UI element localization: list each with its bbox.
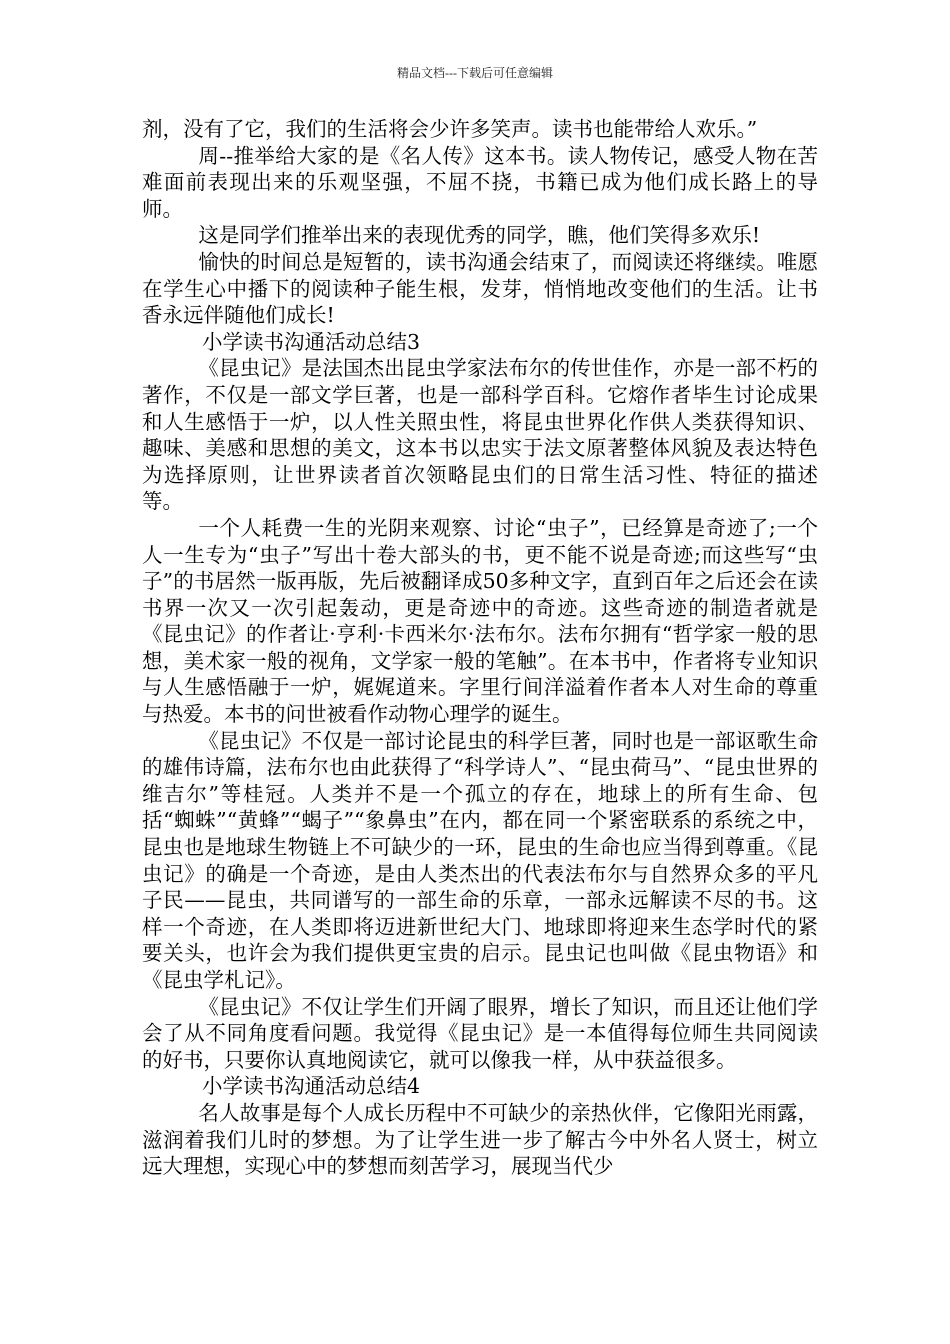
paragraph: 这是同学们推举出来的表现优秀的同学，瞧，他们笑得多欢乐! bbox=[198, 223, 761, 248]
paragraph: 《昆虫记》是法国杰出昆虫学家法布尔的传世佳作，亦是一部不朽的著作，不仅是一部文学巨著，也是一部科学百科。它熔作者毕生讨论成果和人生感悟于一炉，以人性关照虫性，将昆虫世界化作供人类获得知识、趣味、美感和思想的美文，这本书以忠实于法文原著整体风貌及表达特色为选择原则，让世界读者首次领略昆虫们的日常生活习性、特征的描述等。 bbox=[142, 356, 818, 514]
document-body bbox=[142, 116, 818, 1180]
paragraph: 《昆虫记》不仅是一部讨论昆虫的科学巨著，同时也是一部讴歌生命的雄伟诗篇，法布尔也由此获得了“科学诗人”、“昆虫荷马”、“昆虫世界的维吉尔”等桂冠。人类并不是一个孤立的存在，地球上的所有生命、包括“蜘蛛”“黄蜂”“蝎子”“象鼻虫”在内，都在同一个紧密联系的系统之中，昆虫也是地球生物链上不可缺少的一环，昆虫的生命也应当得到尊重。《昆虫记》的确是一个奇迹，是由人类杰出的代表法布尔与自然界众多的平凡子民——昆虫，共同谱写的一部生命的乐章，一部永远解读不尽的书。这样一个奇迹，在人类即将迈进新世纪大门、地球即将迎来生态学时代的紧要关头，也许会为我们提供更宝贵的启示。昆虫记也叫做《昆虫物语》和《昆虫学札记》。 bbox=[142, 728, 818, 992]
paragraph: 一个人耗费一生的光阴来观察、讨论“虫子”，已经算是奇迹了;一个人一生专为“虫子”写出十卷大部头的书，更不能不说是奇迹;而这些写“虫子”的书居然一版再版，先后被翻译成50多种文字，直到百年之后还会在读书界一次又一次引起轰动，更是奇迹中的奇迹。这些奇迹的制造者就是《昆虫记》的作者让·亨利·卡西米尔·法布尔。法布尔拥有“哲学家一般的思想，美术家一般的视角，文学家一般的笔触”。在本书中，作者将专业知识与人生感悟融于一炉，娓娓道来。字里行间洋溢着作者本人对生命的尊重与热爱。本书的问世被看作动物心理学的诞生。 bbox=[142, 515, 818, 727]
page-header: 精品文档---下载后可任意编辑 bbox=[397, 66, 553, 80]
section-heading-4: 小学读书沟通活动总结4 bbox=[202, 1074, 421, 1099]
paragraph: 周--推举给大家的是《名人传》这本书。读人物传记，感受人物在苦难面前表现出来的乐观坚强，不屈不挠，书籍已成为他们成长路上的导师。 bbox=[142, 143, 818, 221]
paragraph: 名人故事是每个人成长历程中不可缺少的亲热伙伴，它像阳光雨露，滋润着我们儿时的梦想。为了让学生进一步了解古今中外名人贤士，树立远大理想，实现心中的梦想而刻苦学习，展现当代少 bbox=[142, 1100, 818, 1179]
section-heading-3: 小学读书沟通活动总结3 bbox=[202, 329, 421, 354]
paragraph: 《昆虫记》不仅让学生们开阔了眼界，增长了知识，而且还让他们学会了从不同角度看问题。我觉得《昆虫记》是一本值得每位师生共同阅读的好书，只要你认真地阅读它，就可以像我一样，从中获益很多。 bbox=[142, 994, 818, 1072]
paragraph-continuation: 剂，没有了它，我们的生活将会少许多笑声。读书也能带给人欢乐。” bbox=[142, 117, 758, 141]
paragraph: 愉快的时间总是短暂的，读书沟通会结束了，而阅读还将继续。唯愿在学生心中播下的阅读种子能生根，发芽，悄悄地改变他们的生活。让书香永远伴随他们成长! bbox=[142, 249, 818, 328]
